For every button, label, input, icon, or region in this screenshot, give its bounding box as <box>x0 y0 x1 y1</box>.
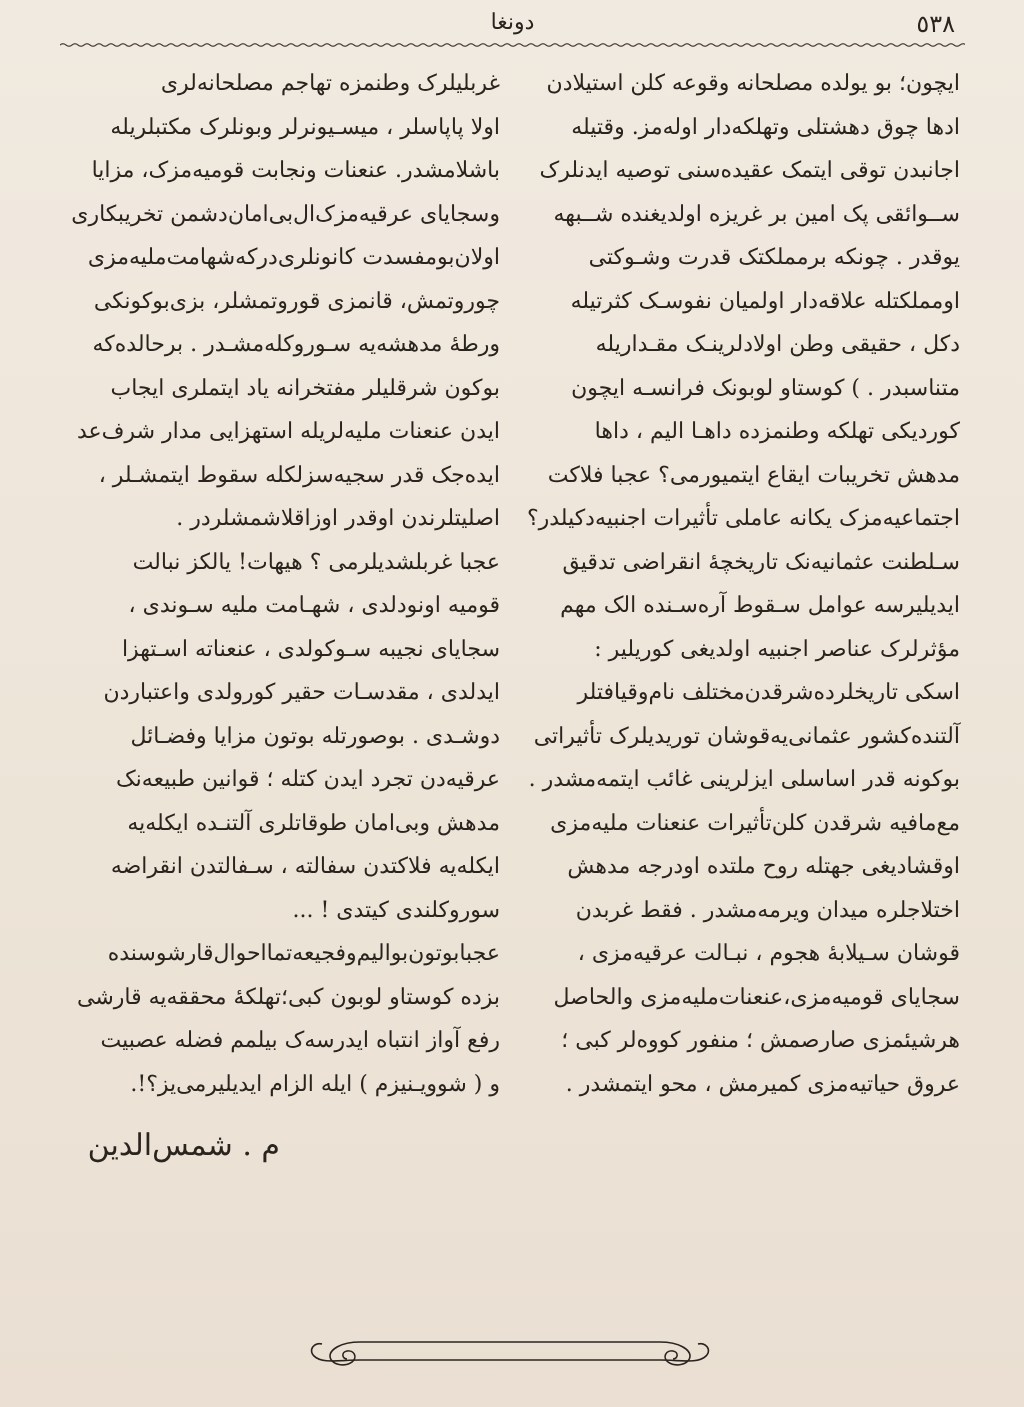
text-line: ایدلدی ، مقدسـات حقیر کورولدی واعتباردن <box>103 680 500 705</box>
text-line: اختلاجلره میدان ویرمه‌مشدر . فقط غربدن <box>575 897 960 923</box>
text-line: عجبا غربلشدیلرمی ؟ هیهات! یالکز نبالت <box>132 549 500 575</box>
text-line: اومملکتله علاقه‌دار اولمیان نفوسـک کثرتیله <box>570 288 960 314</box>
text-line: سجایای نجیبه سـوکولدی ، عنعناته اسـتهزا <box>121 636 500 662</box>
text-line: اجتماعیه‌مزک یکانه عاملی تأثیرات اجنبیه‌دکیلدر؟ <box>526 506 960 531</box>
text-line: یوقدر . چونکه برمملکتک قدرت وشـوکتی <box>588 245 960 270</box>
text-line: ایکله‌یه فلاکتدن سفالته ، سـفالتدن انقراضه <box>110 854 500 879</box>
header-rule <box>60 42 965 48</box>
text-line: دکل ، حقیقی وطن اولادلرینـک مقـداریله <box>595 332 960 357</box>
text-line: بوکونه قدر اساسلی ایزلرینی غائب ایتمه‌مشدر . <box>528 767 960 792</box>
right-column <box>520 62 960 1106</box>
text-line: کوردیکی تهلکه وطنمزده داهـا الیم ، داها <box>594 419 960 444</box>
text-line: مدهش وبی‌امان طوقاتلری آلتنـده ایکله‌یه <box>127 810 500 836</box>
text-line: ورطهٔ مدهشه‌یه سـوروکله‌مشـدر . برحالده‌که <box>92 332 500 357</box>
text-line: مع‌مافیه شرقدن کلن‌تأثیرات عنعنات ملیه‌مزی <box>550 810 960 836</box>
text-line: آلتنده‌کشور عثمانی‌یه‌قوشان توریدیلرک تأثیراتی <box>533 723 960 749</box>
page-header <box>60 4 965 44</box>
text-line: ســوائقی پک امین بر غریزه اولدیغنده شــبهه <box>553 201 960 227</box>
text-line: هرشیئمزی صارصمش ؛ منفور کووه‌لر کبی ؛ <box>561 1028 960 1053</box>
left-column <box>60 62 500 1174</box>
text-line: اولان‌بومفسدت کانونلری‌درکه‌شهامت‌ملیه‌مزی <box>87 245 500 270</box>
text-line: بوکون شرقلیلر مفتخرانه یاد ایتملری ایجاب <box>110 375 500 401</box>
text-line: مؤثرلرک عناصر اجنبیه اولدیغی کوریلیر : <box>594 636 960 662</box>
text-line: اصلیتلرندن اوقدر اوزاقلاشمشلردر . <box>176 506 500 531</box>
page-number: ٥٣٨ <box>916 10 955 38</box>
text-line: عرقیه‌دن تجرد ایدن کتله ؛ قوانین طبیعه‌نک <box>115 767 500 792</box>
text-line: دوشـدی . بوصورتله بوتون مزایا وفضـائل <box>130 723 500 749</box>
text-line: غربلیلرک وطنمزه تهاجم مصلحانه‌لری <box>160 71 500 96</box>
text-line: وسجایای عرقیه‌مزک‌ال‌بی‌امان‌دشمن تخریبکاری <box>71 201 500 227</box>
text-line: اسکی تاریخلرده‌شرقدن‌مختلف نام‌وقیافتلر <box>577 680 960 705</box>
text-line: اجانبدن توقی ایتمک عقیده‌سنی توصیه ایدنلرک <box>539 158 960 183</box>
text-line: عروق حیاتیه‌مزی کمیرمش ، محو ایتمشدر . <box>565 1071 960 1097</box>
text-line: چوروتمش، قانمزی قوروتمشلر، بزی‌بوکونکی <box>93 288 500 314</box>
text-line: اوقشادیغی جهتله روح ملتده اودرجه مدهش <box>567 854 960 879</box>
text-line: عجبابوتون‌بوالیم‌وفجیعه‌تمااحوال‌قارشوسنده <box>107 941 500 966</box>
text-line: سجایای قومیه‌مزی،عنعنات‌ملیه‌مزی والحاصل <box>553 984 960 1010</box>
text-line: رفع آواز انتباه ایدرسه‌ک بیلمم فضله عصبیت <box>100 1028 500 1053</box>
text-line: متناسبدر . ) کوستاو لوبونک فرانسـه ایچون <box>571 375 960 401</box>
text-line: ایده‌جک قدر سجیه‌سزلکله سقوط ایتمشـلر ، <box>98 462 500 488</box>
text-line: بزده کوستاو لوبون کبی؛تهلکهٔ محققه‌یه قارشی <box>76 984 500 1010</box>
text-line: ادها چوق دهشتلی وتهلکه‌دار اوله‌مز. وقتیله <box>571 114 960 140</box>
text-line: سـلطنت عثمانیه‌نک تاریخچهٔ انقراضی تدقیق <box>562 549 960 575</box>
text-line: قوشان سـیلابهٔ هجوم ، نبـالت عرقیه‌مزی ، <box>577 941 960 966</box>
scroll-fleuron-icon <box>300 1320 720 1382</box>
author-signature: م . شمس‌الدین <box>87 1128 280 1163</box>
text-line: مدهش تخریبات ایقاع ایتمیورمی؟ عجبا فلاکت <box>547 462 960 488</box>
text-line: و ( شوویـنیزم ) ایله الزام ایدیلیرمی‌یز؟!. <box>130 1071 500 1097</box>
text-line: اولا پاپاسلر ، میسـیونرلر وبونلرک مکتبلریله <box>110 114 500 140</box>
text-line: ایچون؛ بو یولده مصلحانه وقوعه کلن استیلادن <box>546 71 960 96</box>
text-line: ایدن عنعنات ملیه‌لریله استهزایی مدار شرف‌عد <box>76 419 500 444</box>
text-line: ایدیلیرسه عوامل سـقوط آره‌سـنده الک مهم <box>560 593 960 618</box>
text-line: باشلامشدر. عنعنات ونجابت قومیه‌مزک، مزایا <box>91 158 500 183</box>
running-title: دونغا <box>490 10 535 35</box>
text-line: سوروکلندی کیتدی ! ... <box>292 897 500 923</box>
text-line: قومیه اونودلدی ، شهـامت ملیه سـوندی ، <box>128 593 500 618</box>
